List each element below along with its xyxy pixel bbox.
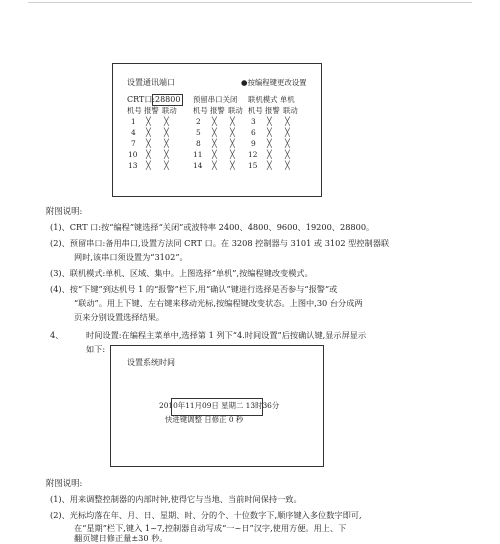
online-mode-label: 联机模式 单机 [248, 95, 295, 104]
alarm-toggle[interactable]: ╳ [267, 128, 272, 137]
col-header: 机号 [127, 106, 142, 115]
figure1-title: 设置通讯端口 [127, 78, 175, 87]
alarm-toggle[interactable]: ╳ [267, 117, 272, 126]
alarm-toggle[interactable]: ╳ [146, 161, 151, 170]
note1-title: 附图说明: [46, 206, 83, 216]
note2-item: 翻页键日修正量±30 秒。 [74, 533, 168, 543]
note1-item: “联动”。用上下键、左右键来移动光标,按编程键改变状态。上图中,30 台分成两 [74, 298, 363, 308]
section4-number: 4、 [50, 330, 64, 340]
note1-item: 网时,该串口须设置为“3102”。 [74, 252, 188, 262]
figure1-hint: ●按编程键更改设置 [241, 78, 307, 87]
linkage-toggle[interactable]: ╳ [230, 117, 235, 126]
col-header: 报警 [210, 106, 225, 115]
row-number: 15 [248, 161, 258, 170]
linkage-toggle[interactable]: ╳ [164, 117, 169, 126]
alarm-toggle[interactable]: ╳ [212, 117, 217, 126]
row-number: 9 [251, 139, 256, 148]
row-number: 13 [128, 161, 138, 170]
alarm-toggle[interactable]: ╳ [212, 150, 217, 159]
alarm-toggle[interactable]: ╳ [212, 139, 217, 148]
note2-item: (2)、光标均落在年、月、日、星期、时、分的个、十位数字下,顺序键入多位数字即可, [50, 510, 362, 520]
top-rule [28, 2, 472, 3]
note2-item: 在“星期”栏下,键入 1~7,控制器自动写成“一~日”汉字,使用方便。用上、下 [74, 523, 347, 533]
linkage-toggle[interactable]: ╳ [230, 128, 235, 137]
linkage-toggle[interactable]: ╳ [285, 128, 290, 137]
alarm-toggle[interactable]: ╳ [267, 139, 272, 148]
alarm-toggle[interactable]: ╳ [267, 150, 272, 159]
datetime-display[interactable]: 2010年11月09日 星期二 13时36分 [159, 401, 280, 410]
col-header: 联动 [283, 106, 298, 115]
alarm-toggle[interactable]: ╳ [146, 117, 151, 126]
row-number: 5 [196, 128, 201, 137]
note1-item: (3)、联机模式:单机、区域、集中。上图选择“单机”,按编程键改变模式。 [50, 268, 313, 278]
section4-text: 如下: [86, 344, 106, 354]
note1-item: (4)、按“下键”到达机号 1 的“报警”栏下,用“确认”键进行选择是否参与“报警”或 [50, 284, 338, 294]
alarm-toggle[interactable]: ╳ [146, 128, 151, 137]
alarm-toggle[interactable]: ╳ [212, 128, 217, 137]
row-number: 7 [131, 139, 136, 148]
col-header: 报警 [144, 106, 159, 115]
note2-title: 附图说明: [46, 478, 83, 488]
linkage-toggle[interactable]: ╳ [230, 150, 235, 159]
row-number: 6 [251, 128, 256, 137]
row-number: 11 [193, 150, 203, 159]
col-header: 联动 [162, 106, 177, 115]
crt-label: CRT口: [127, 95, 156, 104]
note1-item: 页来分别设置选择结果。 [74, 312, 165, 322]
section4-text: 时间设置:在编程主菜单中,选择第 1 列下“4.时间设置”后按确认键,显示屏显示 [86, 330, 367, 340]
col-header: 报警 [265, 106, 280, 115]
row-number: 2 [196, 117, 201, 126]
col-header: 机号 [248, 106, 263, 115]
alarm-toggle[interactable]: ╳ [212, 161, 217, 170]
note1-item: (2)、预留串口:备用串口,设置方法同 CRT 口。在 3208 控制器与 3101 或 3102 型控制器联 [50, 238, 390, 248]
row-number: 12 [248, 150, 258, 159]
row-number: 14 [193, 161, 203, 170]
row-number: 10 [128, 150, 138, 159]
col-header: 机号 [193, 106, 208, 115]
note2-item: (1)、用来调整控制器的内部时钟,使得它与当地、当前时间保持一致。 [50, 494, 302, 504]
note1-item: (1)、CRT 口:按“编程”键选择“关闭”或波特率 2400、4800、9600、19200、28800。 [50, 222, 375, 232]
crt-value-field: 28800 [152, 94, 183, 106]
row-number: 3 [251, 117, 256, 126]
linkage-toggle[interactable]: ╳ [164, 128, 169, 137]
col-header: 联动 [228, 106, 243, 115]
alarm-toggle[interactable]: ╳ [146, 139, 151, 148]
linkage-toggle[interactable]: ╳ [285, 161, 290, 170]
linkage-toggle[interactable]: ╳ [164, 161, 169, 170]
linkage-toggle[interactable]: ╳ [230, 139, 235, 148]
linkage-toggle[interactable]: ╳ [285, 150, 290, 159]
linkage-toggle[interactable]: ╳ [285, 139, 290, 148]
linkage-toggle[interactable]: ╳ [285, 117, 290, 126]
linkage-toggle[interactable]: ╳ [230, 161, 235, 170]
row-number: 1 [131, 117, 136, 126]
row-number: 4 [131, 128, 136, 137]
figure-comm-port-screen [112, 63, 322, 197]
alarm-toggle[interactable]: ╳ [267, 161, 272, 170]
figure-system-time-screen [110, 345, 324, 467]
reserved-port-label: 预留串口关闭 [193, 95, 238, 104]
linkage-toggle[interactable]: ╳ [164, 150, 169, 159]
row-number: 8 [196, 139, 201, 148]
time-adjust-hint: 快进键调整 日修正 0 秒 [165, 415, 244, 424]
alarm-toggle[interactable]: ╳ [146, 150, 151, 159]
linkage-toggle[interactable]: ╳ [164, 139, 169, 148]
figure2-title: 设置系统时间 [127, 358, 175, 367]
